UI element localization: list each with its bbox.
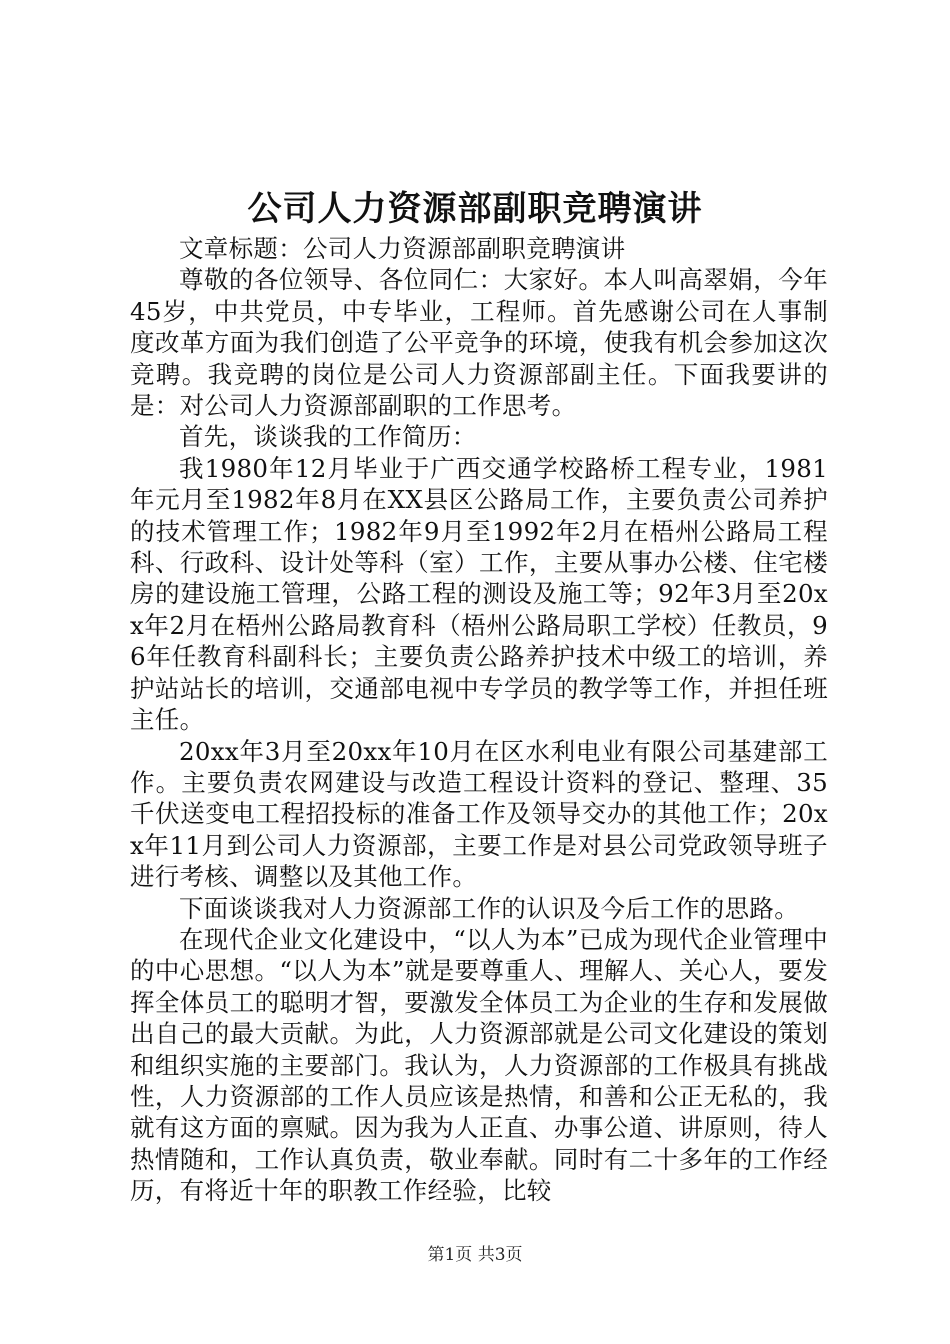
- paragraph-article-title: 文章标题：公司人力资源部副职竞聘演讲: [179, 234, 626, 263]
- paragraph-people-oriented: 在现代企业文化建设中，“以人为本”已成为现代企业管理中的中心思想。“以人为本”就是要尊重人、理解人、关心人，要发挥全体员工的聪明才智，要激发全体员工为企业的生存和发展做出自己的最大贡献。为此，人力资源部就是公司文化建设的策划和组织实施的主要部门。我认为，人力资源部的工作极具有挑战性，人力资源部的工作人员应该是热情，和善和公正无私的，我就有这方面的禀赋。因为我为人正直、办事公道、讲原则，待人热情随和，工作认真负责，敬业奉献。同时有二十多年的工作经历，有将近十年的职教工作经验，比较: [130, 924, 828, 1206]
- paragraph-greeting: 尊敬的各位领导、各位同仁：大家好。本人叫高翠娟，今年45岁，中共党员，中专毕业，工程师。首先感谢公司在人事制度改革方面为我们创造了公平竞争的环境，使我有机会参加这次竞聘。我竞聘的岗位是公司人力资源部副主任。下面我要讲的是：对公司人力资源部副职的工作思考。: [130, 265, 828, 421]
- page-number-footer: 第1页 共3页: [427, 1245, 523, 1265]
- paragraph-resume-intro: 首先，谈谈我的工作简历：: [179, 422, 477, 452]
- paragraph-thoughts-intro: 下面谈谈我对人力资源部工作的认识及今后工作的思路。: [179, 893, 799, 923]
- paragraph-resume-details: 我1980年12月毕业于广西交通学校路桥工程专业，1981年元月至1982年8月在XX县区公路局工作，主要负责公司养护的技术管理工作；1982年9月至1992年2月在梧州公路局工程科、行政科、设计处等科（室）工作，主要从事办公楼、住宅楼房的建设施工管理，公路工程的测设及施工等；92年3月至20xx年2月在梧州公路局教育科（梧州公路局职工学校）任教员，96年任教育科副科长；主要负责公路养护技术中级工的培训，养护站站长的培训，交通部电视中专学员的教学等工作，并担任班主任。: [130, 453, 828, 735]
- document-title: 公司人力资源部副职竞聘演讲: [247, 189, 703, 229]
- paragraph-resume-recent: 20xx年3月至20xx年10月在区水利电业有限公司基建部工作。主要负责农网建设与改造工程设计资料的登记、整理、35千伏送变电工程招投标的准备工作及领导交办的其他工作；20xx年11月到公司人力资源部，主要工作是对县公司党政领导班子进行考核、调整以及其他工作。: [130, 736, 828, 892]
- document-body: [130, 233, 828, 1207]
